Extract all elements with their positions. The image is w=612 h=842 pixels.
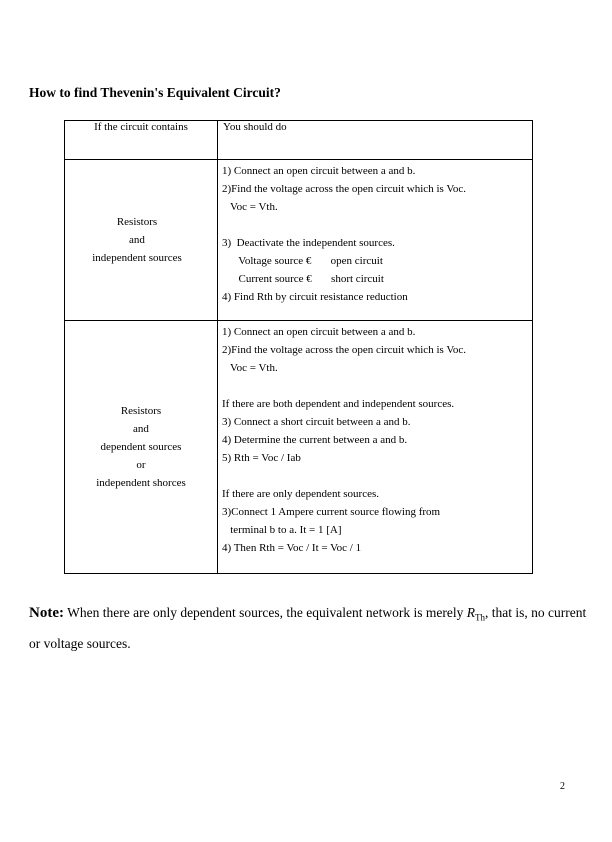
step-line: 3)Connect 1 Ampere current source flowing from — [222, 506, 441, 518]
circuit-type-line: independent shorces — [96, 477, 186, 489]
row1-circuit-type — [65, 160, 218, 321]
circuit-type-line: Resistors — [120, 405, 162, 417]
note-symbol: R — [466, 605, 475, 620]
step-line: 2)Find the voltage across the open circuit which is Voc. — [222, 183, 466, 195]
step-line: 1) Connect an open circuit between a and b. — [222, 165, 416, 177]
spacer — [222, 216, 528, 234]
page-number: 2 — [560, 781, 565, 792]
spacer — [222, 467, 528, 485]
step-line: 4) Determine the current between a and b. — [222, 434, 408, 446]
note-label: Note: — [29, 605, 64, 621]
header-you-should-do: You should do — [218, 121, 533, 160]
table-row — [65, 160, 533, 321]
circuit-type-line: Resistors — [116, 216, 158, 228]
circuit-type-line: and — [129, 234, 145, 246]
circuit-type-line: dependent sources — [100, 441, 182, 453]
step-line: Voc = Vth. — [222, 201, 278, 213]
step-line: 1) Connect an open circuit between a and b. — [222, 326, 416, 338]
note-subscript: Th — [474, 612, 485, 623]
row2-steps — [218, 321, 533, 574]
circuit-type-line: independent sources — [92, 252, 182, 264]
step-line: 3) Deactivate the independent sources. — [222, 237, 395, 249]
step-line: 5) Rth = Voc / Iab — [222, 452, 301, 464]
circuit-type-line: or — [136, 459, 146, 471]
step-line: If there are only dependent sources. — [222, 488, 379, 500]
table-header-row — [65, 121, 533, 160]
note-text-after: , that is, no current or voltage sources. — [29, 605, 587, 651]
step-line: Voltage source € open circuit — [222, 255, 383, 267]
note-text-before: When there are only dependent sources, the equivalent network is merely — [67, 605, 467, 620]
step-line: If there are both dependent and independent sources. — [222, 398, 455, 410]
table-row — [65, 321, 533, 574]
thevenin-table — [64, 120, 533, 574]
page-title: How to find Thevenin's Equivalent Circuit? — [29, 85, 281, 100]
header-circuit-contains: If the circuit contains — [65, 121, 218, 160]
spacer — [222, 377, 528, 395]
step-line: 4) Find Rth by circuit resistance reduction — [222, 291, 408, 303]
step-line: Voc = Vth. — [222, 362, 278, 374]
step-line: 3) Connect a short circuit between a and b. — [222, 416, 411, 428]
row1-steps — [218, 160, 533, 321]
step-line: Current source € short circuit — [222, 273, 384, 285]
row2-circuit-type — [65, 321, 218, 574]
note-paragraph — [29, 600, 589, 657]
step-line: terminal b to a. It = 1 [A] — [222, 524, 342, 536]
circuit-type-line: and — [133, 423, 149, 435]
step-line: 4) Then Rth = Voc / It = Voc / 1 — [222, 542, 362, 554]
step-line: 2)Find the voltage across the open circuit which is Voc. — [222, 344, 466, 356]
